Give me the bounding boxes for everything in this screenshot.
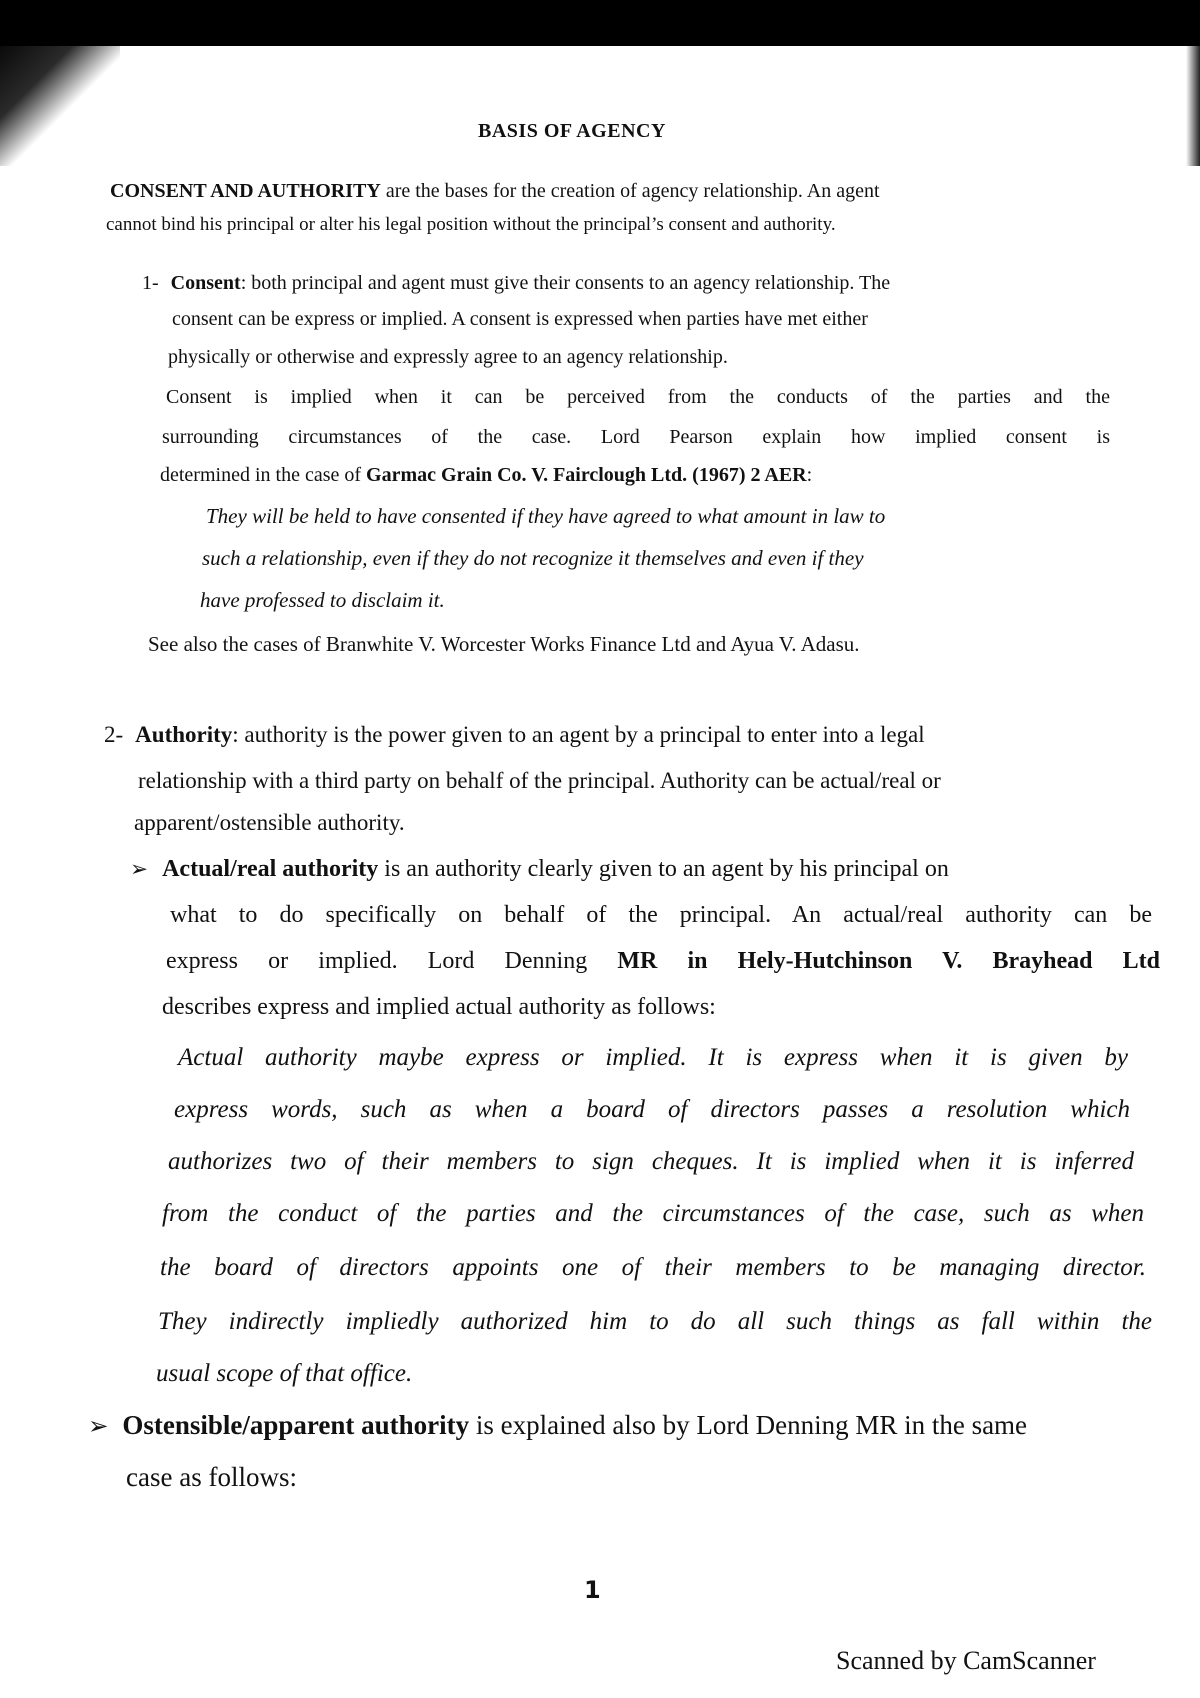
actual-quote-line-4: from the conduct of the parties and the circumstances of the case, such as when [162,1200,1144,1227]
consent-line-1-text: : both principal and agent must give their consents to an agency relationship. The [240,272,891,294]
actual-authority-line-3-start: express or implied. Lord Denning [166,948,618,974]
ostensible-authority-label: Ostensible/apparent authority [122,1410,470,1440]
arrow-bullet-icon: ➢ [88,1413,109,1440]
intro-line-1 [110,180,880,203]
actual-quote-line-7: usual scope of that office. [156,1360,413,1387]
intro-line-1-text: are the bases for the creation of agency relationship. An agent [380,180,880,202]
case-citation-garmac: Garmac Grain Co. V. Fairclough Ltd. (1967) 2 AER [366,464,807,486]
consent-line-3: physically or otherwise and expressly agree to an agency relationship. [168,346,728,368]
actual-authority-line-1 [130,856,949,883]
authority-line-1-text: : authority is the power given to an agent by a principal to enter into a legal [232,722,925,747]
actual-quote-line-1: Actual authority maybe express or implied. It is express when it is given by [178,1044,1128,1071]
actual-authority-line-2: what to do specifically on behalf of the principal. An actual/real authority can be [170,902,1152,928]
authority-line-3: apparent/ostensible authority. [134,810,405,835]
consent-number: 1- [142,272,159,294]
see-also-line: See also the cases of Branwhite V. Worcester Works Finance Ltd and Ayua V. Adasu. [148,632,860,656]
consent-line-1 [142,272,890,295]
authority-line-1 [104,722,925,748]
consent-line-5: surrounding circumstances of the case. Lord Pearson explain how implied consent is [162,426,1110,448]
page-title: BASIS OF AGENCY [478,120,666,142]
actual-quote-line-5: the board of directors appoints one of their members to be managing director. [160,1254,1146,1281]
actual-authority-line-1-text: is an authority clearly given to an agent by his principal on [378,856,949,882]
consent-quote-line-2: such a relationship, even if they do not recognize it themselves and even if they [202,546,864,570]
consent-quote-line-1: They will be held to have consented if they have agreed to what amount in law to [206,504,886,528]
authority-number: 2- [104,722,124,747]
authority-label: Authority [135,722,233,747]
actual-quote-line-6: They indirectly impliedly authorized him to do all such things as fall within the [158,1308,1152,1335]
actual-quote-line-2: express words, such as when a board of directors passes a resolution which [174,1096,1130,1123]
consent-line-6-end: : [806,464,813,486]
intro-line-2: cannot bind his principal or alter his legal position without the principal’s consent and authority. [106,214,836,235]
ostensible-authority-line-2: case as follows: [126,1462,297,1492]
ostensible-authority-line-1-text: is explained also by Lord Denning MR in the same [469,1410,1028,1440]
actual-authority-line-3 [166,948,1160,975]
consent-line-6-start: determined in the case of [160,464,367,486]
case-citation-hely-hutchinson: MR in Hely-Hutchinson V. Brayhead Ltd [617,948,1160,974]
actual-quote-line-3: authorizes two of their members to sign cheques. It is implied when it is inferred [168,1148,1134,1175]
scanner-watermark: Scanned by CamScanner [836,1646,1096,1675]
page-number: 1 [584,1576,601,1604]
consent-label: Consent [170,272,241,294]
actual-authority-line-4: describes express and implied actual authority as follows: [162,994,716,1020]
consent-line-6 [160,464,812,487]
intro-bold-lead: CONSENT AND AUTHORITY [110,180,381,202]
authority-line-2: relationship with a third party on behalf of the principal. Authority can be actual/real or [138,768,941,793]
consent-line-4: Consent is implied when it can be perceived from the conducts of the parties and the [166,386,1110,408]
actual-authority-label: Actual/real authority [162,856,379,882]
consent-line-2: consent can be express or implied. A consent is expressed when parties have met either [172,308,868,330]
consent-quote-line-3: have professed to disclaim it. [200,588,445,612]
arrow-bullet-icon: ➢ [130,857,149,881]
ostensible-authority-line-1 [88,1410,1027,1441]
